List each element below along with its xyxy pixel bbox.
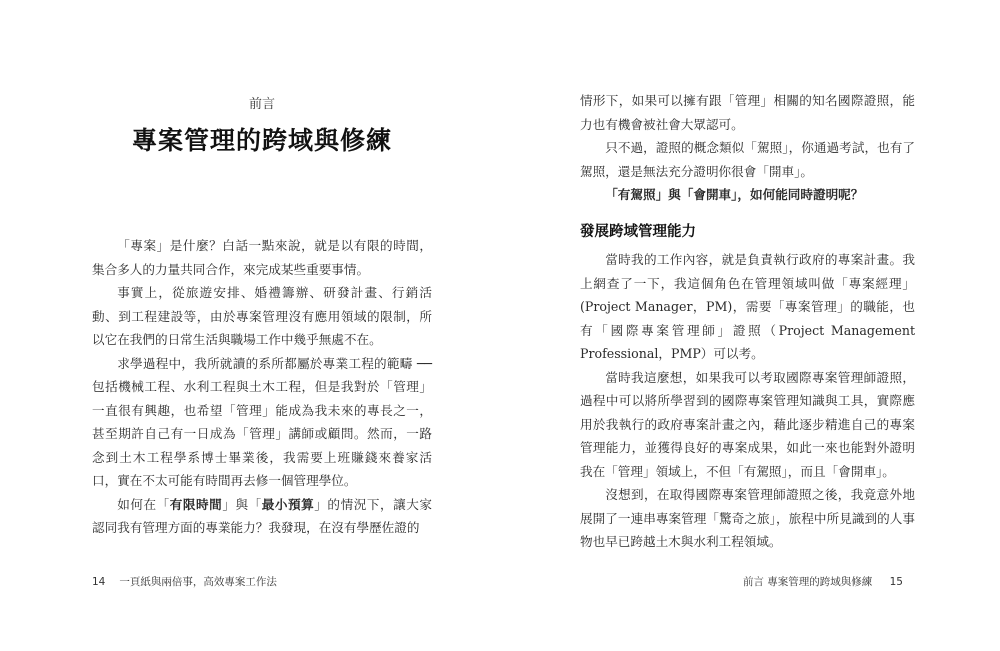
paragraph: 求學過程中，我所就讀的系所都屬於專業工程的範疇 ── 包括機械工程、水利工程與土木工程，但是我對於「管理」一直很有興趣，也希望「管理」能成為我未來的專長之一，甚至期許自己有一日成為「管理」講師或顧問。然而，一路念到土木工程學系博士畢業後，我需要上班賺錢來養家活口，實在不太可能有時間再去修一個管理學位。	[92, 355, 432, 488]
right-page	[500, 0, 1000, 651]
emphasis-text: 有限時間	[169, 496, 223, 512]
emphasis-paragraph: 「有駕照」與「會開車」，如何能同時證明呢？	[605, 187, 864, 202]
paragraph: 情形下，如果可以擁有跟「管理」相關的知名國際證照，能力也有機會被社會大眾認可。	[580, 93, 915, 132]
text-run: 如何在「	[117, 496, 170, 512]
page-number: 14	[92, 576, 106, 588]
chapter-label: 前言	[248, 97, 275, 112]
left-body-text	[92, 234, 432, 540]
right-body-text	[580, 89, 915, 554]
running-chapter-label: 前言	[742, 576, 764, 588]
section-heading: 發展跨域管理能力	[580, 223, 696, 240]
paragraph: 「專案」是什麼？白話一點來說，就是以有限的時間，集合多人的力量共同合作，來完成某些重要事情。	[92, 238, 432, 277]
paragraph: 當時我這麼想，如果我可以考取國際專案管理師證照，過程中可以將所學習到的國際專案管理知識與工具，實際應用於我執行的政府專案計畫之內，藉此逐步精進自己的專案管理能力，並獲得良好的專案成果，如此一來也能對外證明我在「管理」領域上，不但「有駕照」，而且「會開車」。	[580, 369, 915, 479]
paragraph: 當時我的工作內容，就是負責執行政府的專案計畫。我上網查了一下，我這個角色在管理領域叫做「專案經理」(Project Manager，PM)，需要「專案管理」的職能，也有「國際專案管理師」證照（Project Management Professional，PMP）可以考。	[580, 252, 915, 361]
paragraph: 沒想到，在取得國際專案管理師證照之後，我竟意外地展開了一連串專案管理「驚奇之旅」，旅程中所見識到的人事物也早已跨越土木與水利工程領域。	[580, 487, 915, 549]
right-footer	[743, 574, 903, 589]
text-run: 」的情況下，讓大家認同我有管理方面的專業能力？我發現，在沒有學歷佐證的	[92, 496, 433, 535]
emphasis-text: 最小預算	[261, 496, 315, 512]
paragraph: 事實上，從旅遊安排、婚禮籌辦、研發計畫、行銷活動、到工程建設等，由於專案管理沒有應用領域的限制，所以它在我們的日常生活與職場工作中幾乎無處不在。	[92, 285, 432, 347]
left-footer	[92, 574, 277, 589]
paragraph: 只不過，證照的概念類似「駕照」，你通過考試，也有了駕照，還是無法充分證明你很會「開車」。	[580, 140, 915, 179]
page-number: 15	[889, 576, 903, 588]
chapter-title: 專案管理的跨域與修練	[131, 126, 392, 155]
running-chapter-title: 專案管理的跨域與修練	[767, 576, 873, 588]
text-run: 」與「	[222, 496, 262, 512]
paragraph	[92, 493, 432, 540]
running-book-title: 一頁紙與兩倍事，高效專案工作法	[119, 576, 277, 588]
